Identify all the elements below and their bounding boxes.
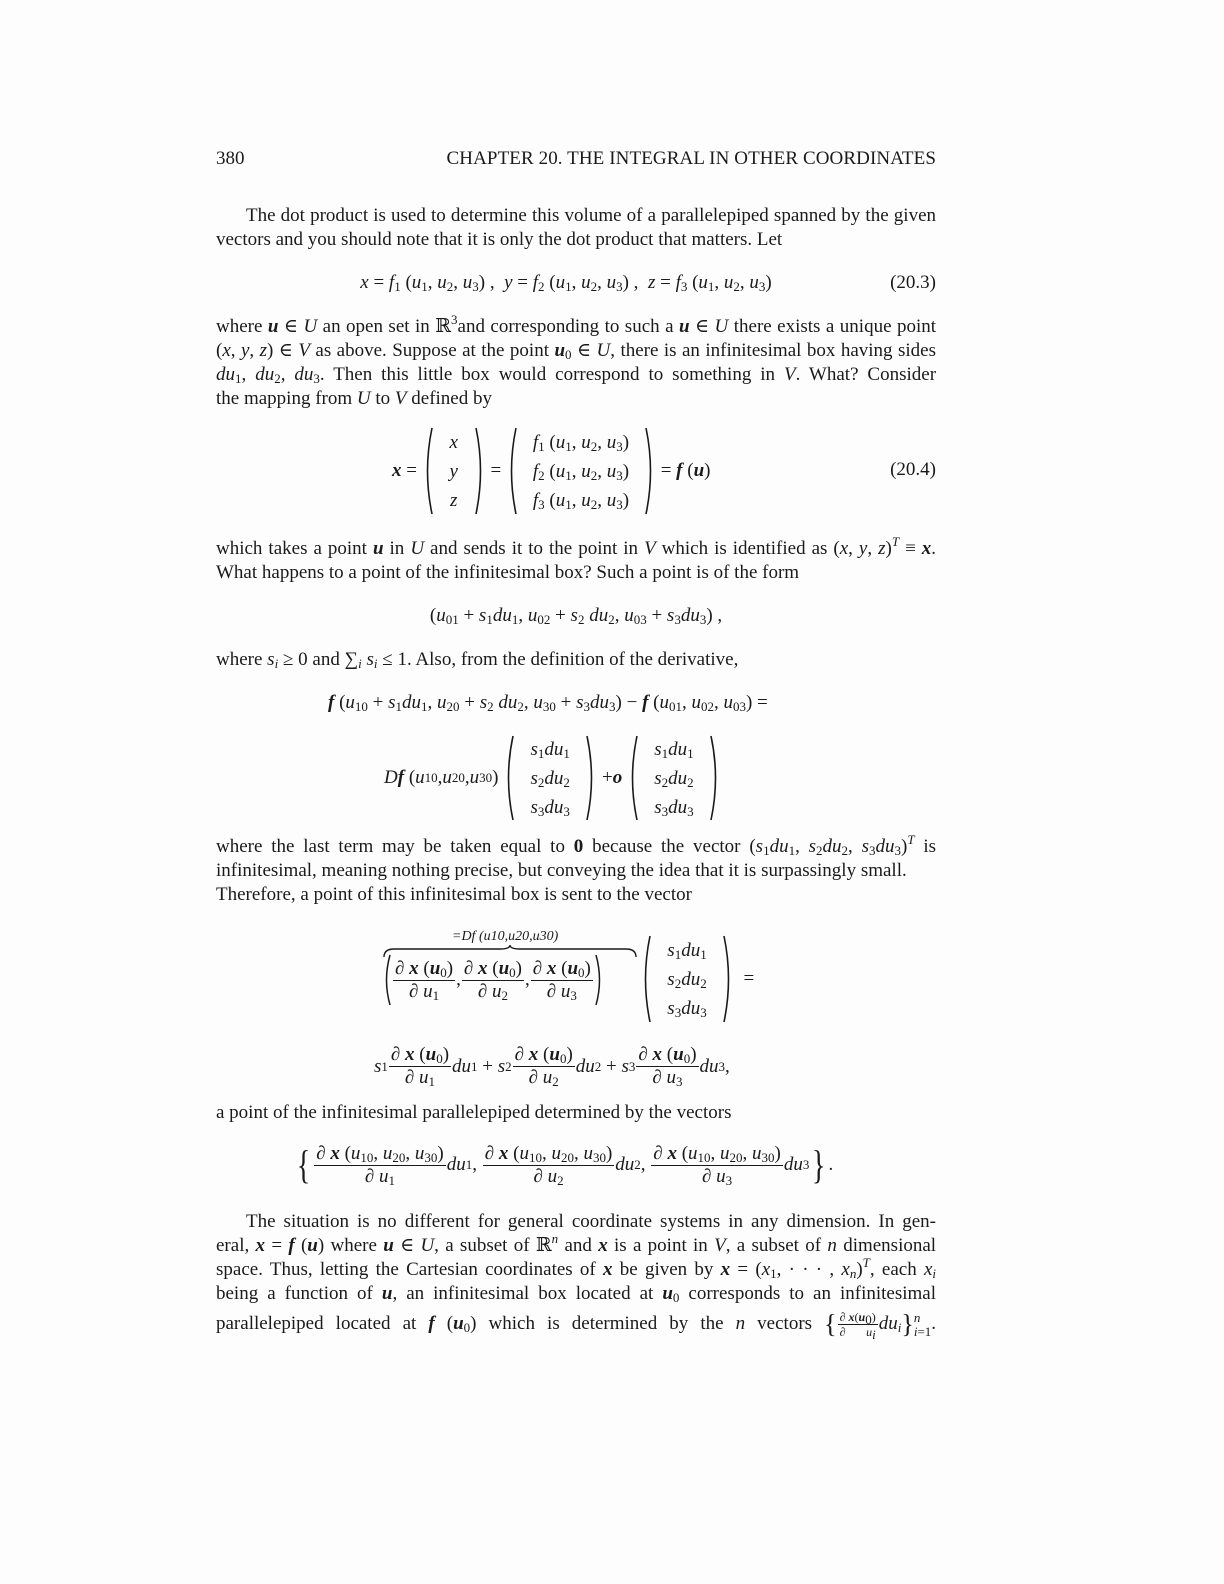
vector-xyz: x y z bbox=[449, 431, 458, 511]
paragraph-4: where $s_i \ge 0$ and $\sum_i$ $s_i \le 1$. Also, from the definition of the derivative, bbox=[216, 649, 739, 671]
p5-line2: infinitesimal, meaning nothing precise, but conveying the idea that it is surpassingly small. bbox=[216, 860, 907, 881]
equation-derivative-line2: D f ( u 10 , u 20 , u 30 ) $s_1du_1$ $s_2du_2$ $s_3du_3$ + o $s_1du_1$ $s_2du_2$ $s_3du_3$ bbox=[216, 732, 936, 824]
page-header bbox=[216, 148, 936, 174]
running-title: CHAPTER 20. THE INTEGRAL IN OTHER COORDINATES bbox=[446, 148, 936, 169]
paragraph-3: which takes a point u in U and sends it to the point in V which is identified as (x, y, z)$^T$ ≡ x. What happens to a point of the infinitesimal box? Such a point is of the form bbox=[216, 534, 937, 583]
p2-text: to bbox=[375, 388, 391, 409]
right-paren bbox=[585, 734, 597, 822]
p2-text: there exists a unique point bbox=[733, 316, 937, 337]
p3-text: in bbox=[389, 538, 405, 559]
p2-text: defined by bbox=[411, 388, 492, 409]
p7-text: , an infinitesimal box located at bbox=[392, 1283, 654, 1304]
p7-text: , each bbox=[869, 1259, 917, 1280]
p3-text: which takes a point bbox=[216, 538, 367, 559]
right-paren bbox=[474, 426, 486, 516]
paragraph-2: where u ∈ U an open set in ℝ$^3$and corresponding to such a u ∈ U there exists a unique point (x, y, z) ∈ V as above. Suppose at the point $u_0$ ∈ U, there is an infinitesimal box having sides $du_1$, $du_2$, $du_3$. Then this little box would correspond to something in V. What? Consider the mapping from U to V defined by bbox=[216, 312, 937, 409]
p2-text: as above. Suppose at the point bbox=[315, 340, 549, 361]
left-paren bbox=[506, 426, 518, 516]
p2-text: and corresponding to such a bbox=[457, 316, 674, 337]
p2-text: where bbox=[216, 316, 263, 337]
p7-text: The situation is no different for general coordinate systems in any dimension. In gen- bbox=[246, 1211, 936, 1232]
p7-text: space. Thus, letting the Cartesian coordinates of bbox=[216, 1259, 596, 1280]
left-paren bbox=[382, 953, 392, 1007]
equation-20-4: x = x y z = $f_1$ ($u_1$, $u_2$, $u_3$) $f_2$ ($u_1$, $u_2$, $u_3$) $f_3$ ($u_1$, $u_2$, $u_3$) = f ( u ) (20.4) bbox=[216, 424, 936, 518]
paragraph-7 bbox=[216, 1210, 936, 1234]
p7-text: is a point in bbox=[613, 1235, 708, 1256]
paragraph-1 bbox=[216, 204, 936, 252]
p7-text: and bbox=[564, 1235, 592, 1256]
p2-text: . Then this little box would correspond to something in bbox=[319, 364, 776, 385]
equation-vector-set: { $\frac{\partial x (u_{10}, u_{20}, u_{30})}{\partial u_1}$ du 1 , $\frac{\partial x (u_{10}, u_{20}, u_{30})}{\partial u_2}$ du 2 , $\frac{\partial x (u_{10}, u_{20}, u_{30})}{\partial u_3}$ du 3 } . bbox=[296, 1142, 834, 1188]
left-paren bbox=[627, 734, 639, 822]
p6-text: a point of the infinitesimal parallelepiped determined by the vectors bbox=[216, 1102, 732, 1123]
paragraph-7-cont: eral, x = f (u) where u ∈ U, a subset of ℝ$^n$ and x is a point in V, a subset of n dimensional space. Thus, letting the Cartesian coordinates of x be given by $x = (x_1$, · · · , $x_n)^T$, each $x_i$ being a function of u, an infinitesimal box located at $u_0$ corresponds to an infinitesimal parallelepiped located at f $(u_0)$ which is determined by the n vectors { $\frac{\partial x(u_0)}{\partial u_i}$ $du_i\}n$ i=1. bbox=[216, 1231, 937, 1342]
equation-overbrace: =Df (u10,u20,u30) $\frac{\partial x (u_0)}{\partial u_1}$ , $\frac{\partial x (u_0)}{\partial u_2}$ , $\frac{\partial x (u_0)}{\partial u_3}$ $s_1du_1$ $s_2du_2$ $s_3du_3$ = bbox=[216, 925, 936, 1030]
equation-sum: s 1 $\frac{\partial x (u_0)}{\partial u_1}$ du 1 + s 2 $\frac{\partial x (u_0)}{\partial u_2}$ du 2 + s 3 $\frac{\partial x (u_0)}{\partial u_3}$ du 3 , bbox=[374, 1044, 730, 1089]
p7-text: , a subset of bbox=[434, 1235, 530, 1256]
paragraph-5: where the last term may be taken equal to 0 because the vector ($s_1du_1$, $s_2du_2$, $s_3du_3)^T$ is infinitesimal, meaning nothing precise, but conveying the idea that it is surpassingly small. Therefore, a point of this infinitesimal box is sent to the vector bbox=[216, 832, 937, 905]
p7-text: which is determined by the bbox=[488, 1312, 724, 1334]
p4-text: and bbox=[312, 649, 340, 670]
p2-text: , there is an infinitesimal box having sides bbox=[610, 340, 936, 361]
p5-text: is bbox=[923, 836, 937, 857]
p4-text: . Also, from the definition of the derivative, bbox=[406, 649, 739, 670]
p1-line1: The dot product is used to determine this volume of a parallelepiped spanned by the bbox=[246, 205, 889, 226]
p5-line3: Therefore, a point of this infinitesimal box is sent to the vector bbox=[216, 884, 692, 905]
right-paren bbox=[722, 934, 734, 1024]
p7-text: eral, bbox=[216, 1235, 250, 1256]
p5-text: because the vector bbox=[592, 836, 741, 857]
vector-f: $f_1$ ($u_1$, $u_2$, $u_3$) $f_2$ ($u_1$, $u_2$, $u_3$) $f_3$ ($u_1$, $u_2$, $u_3$) bbox=[532, 431, 630, 512]
left-paren bbox=[422, 426, 434, 516]
equation-number-20-3: (20.3) bbox=[890, 272, 936, 293]
p1-line2: given vectors and you should note that it is only the dot product that matters. Let bbox=[216, 205, 937, 250]
equation-20-3: $x = f_1$ ($u_1$, $u_2$, $u_3$) , $y = f_2$ ($u_1$, $u_2$, $u_3$) , $z = f_3$ ($u_1$, $u_2$, $u_3$) (20.3) bbox=[360, 272, 936, 294]
p3-text: which is identified as bbox=[661, 538, 828, 559]
right-paren bbox=[709, 734, 721, 822]
p5-text: where the last term may be taken equal to bbox=[216, 836, 565, 857]
p7-text: parallelepiped located at bbox=[216, 1312, 417, 1334]
paragraph-6 bbox=[216, 1101, 936, 1125]
p7-text: dimensional bbox=[843, 1235, 937, 1256]
brace-label: =Df (u10,u20,u30) bbox=[452, 929, 559, 944]
p3-text: and sends it to the point in bbox=[430, 538, 639, 559]
p2-text: . What? Consider bbox=[795, 364, 937, 385]
left-paren bbox=[640, 934, 652, 1024]
page-number: 380 bbox=[216, 148, 245, 169]
right-paren bbox=[644, 426, 656, 516]
equation-number-20-4: (20.4) bbox=[890, 459, 936, 480]
p7-text: corresponds to an infinitesimal bbox=[688, 1283, 937, 1304]
p7-text: where bbox=[330, 1235, 377, 1256]
p4-text: where bbox=[216, 649, 263, 670]
p7-text: be given by bbox=[619, 1259, 714, 1280]
p2-text: the mapping from bbox=[216, 388, 353, 409]
left-paren bbox=[503, 734, 515, 822]
equation-point-form: ($u_{01} + s_1du_1$, $u_{02} + s_2$ $du_2$, $u_{03} + s_3du_3$) , bbox=[429, 605, 723, 627]
right-paren bbox=[594, 953, 604, 1007]
p7-text: , a subset of bbox=[725, 1235, 822, 1256]
p3-line2: What happens to a point of the infinitesimal box? Such a point is of the form bbox=[216, 562, 800, 583]
p2-text: an open set in bbox=[322, 316, 430, 337]
vector-set-n: { $\frac{\partial x(u_0)}{\partial u_i}$ $du_i\}n$ i=1. bbox=[824, 1309, 937, 1342]
p7-text: being a function of bbox=[216, 1283, 373, 1304]
p7-text: vectors bbox=[757, 1312, 813, 1334]
